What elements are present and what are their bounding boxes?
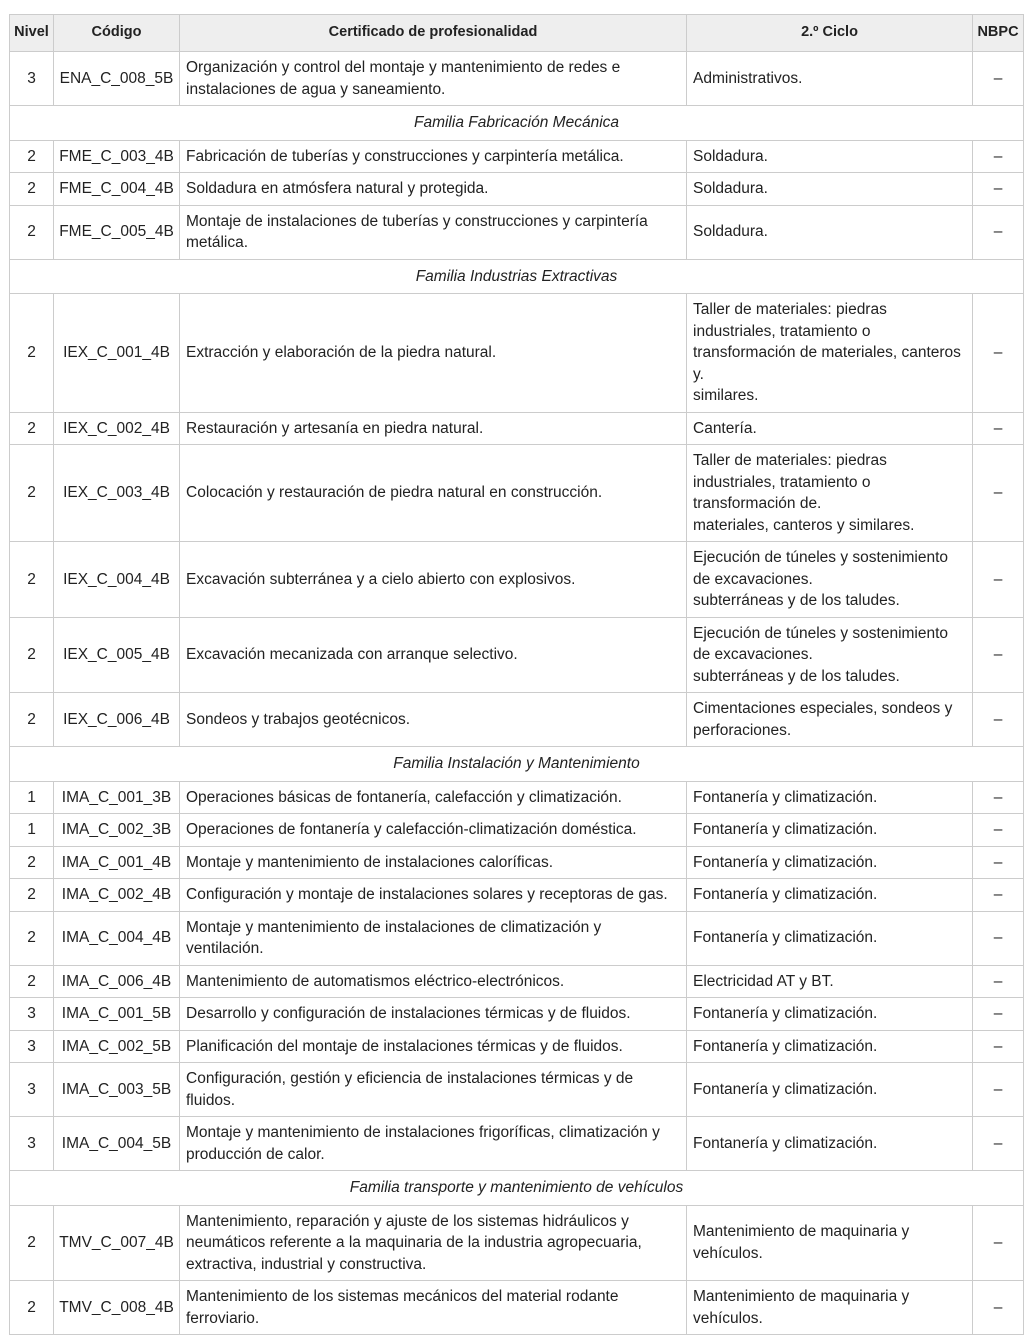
ciclo-cell — [687, 879, 973, 912]
codigo-cell: IEX_C_003_4B — [54, 445, 180, 542]
certificado-cell: Mantenimiento, reparación y ajuste de los sistemas hidráulicos y neumáticos referente a la maquinaria de la industria agropecuaria, extractiva, industrial y constructiva. — [180, 1205, 687, 1281]
table-row — [10, 911, 1024, 965]
header-nbpc: NBPC — [973, 15, 1024, 52]
codigo-cell: IMA_C_002_5B — [54, 1030, 180, 1063]
nbpc-cell: – — [973, 1205, 1024, 1281]
codigo-cell: IEX_C_005_4B — [54, 617, 180, 693]
certificado-cell: Montaje y mantenimiento de instalaciones de climatización y ventilación. — [180, 911, 687, 965]
table-row — [10, 542, 1024, 618]
nivel-cell: 2 — [10, 445, 54, 542]
ciclo-line: Fontanería y climatización. — [693, 1080, 878, 1098]
nivel-cell: 2 — [10, 911, 54, 965]
codigo-cell: IEX_C_004_4B — [54, 542, 180, 618]
ciclo-cell — [687, 998, 973, 1031]
ciclo-cell — [687, 445, 973, 542]
codigo-cell: IMA_C_001_3B — [54, 781, 180, 814]
ciclo-line: Fontanería y climatización. — [693, 1134, 878, 1152]
ciclo-cell — [687, 1117, 973, 1171]
family-group-row — [10, 259, 1024, 294]
table-row — [10, 814, 1024, 847]
header-row — [10, 15, 1024, 52]
certificado-cell: Configuración, gestión y eficiencia de instalaciones térmicas y de fluidos. — [180, 1063, 687, 1117]
ciclo-line: Soldadura. — [693, 180, 768, 197]
table-row — [10, 693, 1024, 747]
nbpc-cell: – — [973, 205, 1024, 259]
ciclo-line: Ejecución de túneles y sostenimiento de excavaciones. — [693, 624, 949, 663]
family-label: Familia Instalación y Mantenimiento — [10, 747, 1024, 782]
ciclo-line: materiales, canteros y similares. — [693, 516, 915, 534]
certificado-cell: Desarrollo y configuración de instalaciones térmicas y de fluidos. — [180, 998, 687, 1031]
codigo-cell: IMA_C_001_5B — [54, 998, 180, 1031]
ciclo-line: similares. — [693, 387, 759, 404]
nbpc-cell: – — [973, 814, 1024, 847]
ciclo-line: Mantenimiento de maquinaria y vehículos. — [693, 1223, 910, 1262]
certificado-cell: Extracción y elaboración de la piedra natural. — [180, 294, 687, 413]
certificado-cell: Fabricación de tuberías y construcciones y carpintería metálica. — [180, 140, 687, 173]
header-nivel: Nivel — [10, 15, 54, 52]
nbpc-cell: – — [973, 412, 1024, 445]
table-row — [10, 294, 1024, 413]
nivel-cell: 3 — [10, 52, 54, 106]
codigo-cell: IEX_C_001_4B — [54, 294, 180, 413]
nbpc-cell: – — [973, 781, 1024, 814]
family-group-row — [10, 106, 1024, 141]
table-row — [10, 998, 1024, 1031]
certificado-cell: Restauración y artesanía en piedra natural. — [180, 412, 687, 445]
header-certificado: Certificado de profesionalidad — [180, 15, 687, 52]
codigo-cell: IEX_C_002_4B — [54, 412, 180, 445]
certificado-cell: Organización y control del montaje y mantenimiento de redes e instalaciones de agua y saneamiento. — [180, 52, 687, 106]
ciclo-line: subterráneas y de los taludes. — [693, 667, 900, 685]
ciclo-line: Fontanería y climatización. — [693, 929, 878, 947]
ciclo-line: Fontanería y climatización. — [693, 886, 878, 903]
ciclo-cell — [687, 52, 973, 106]
ciclo-line: Soldadura. — [693, 223, 768, 241]
ciclo-line: subterráneas y de los taludes. — [693, 592, 900, 609]
certificado-cell: Excavación subterránea y a cielo abierto con explosivos. — [180, 542, 687, 618]
header-ciclo: 2.º Ciclo — [687, 15, 973, 52]
certificado-cell: Planificación del montaje de instalaciones térmicas y de fluidos. — [180, 1030, 687, 1063]
nivel-cell: 1 — [10, 814, 54, 847]
nbpc-cell: – — [973, 1030, 1024, 1063]
certificates-table — [9, 14, 1024, 1335]
nivel-cell: 2 — [10, 617, 54, 693]
codigo-cell: ENA_C_008_5B — [54, 52, 180, 106]
table-row — [10, 445, 1024, 542]
nbpc-cell: – — [973, 140, 1024, 173]
codigo-cell: FME_C_004_4B — [54, 173, 180, 206]
ciclo-line: Taller de materiales: piedras industriales, tratamiento o transformación de materiales, canteros y. — [693, 301, 961, 383]
family-group-row — [10, 1171, 1024, 1206]
nivel-cell: 2 — [10, 205, 54, 259]
nivel-cell: 3 — [10, 1063, 54, 1117]
table-row — [10, 140, 1024, 173]
codigo-cell: IEX_C_006_4B — [54, 693, 180, 747]
ciclo-cell — [687, 911, 973, 965]
nbpc-cell: – — [973, 617, 1024, 693]
nbpc-cell: – — [973, 1281, 1024, 1335]
ciclo-cell — [687, 205, 973, 259]
nbpc-cell: – — [973, 445, 1024, 542]
nivel-cell: 3 — [10, 1030, 54, 1063]
nivel-cell: 2 — [10, 1281, 54, 1335]
header-codigo: Código — [54, 15, 180, 52]
ciclo-line: Fontanería y climatización. — [693, 788, 878, 806]
certificado-cell: Operaciones básicas de fontanería, calefacción y climatización. — [180, 781, 687, 814]
ciclo-line: Soldadura. — [693, 147, 768, 165]
family-label: Familia Fabricación Mecánica — [10, 106, 1024, 141]
ciclo-line: Fontanería y climatización. — [693, 1037, 878, 1055]
codigo-cell: IMA_C_002_4B — [54, 879, 180, 912]
ciclo-cell — [687, 1063, 973, 1117]
table-row — [10, 965, 1024, 998]
certificado-cell: Configuración y montaje de instalaciones solares y receptoras de gas. — [180, 879, 687, 912]
nbpc-cell: – — [973, 52, 1024, 106]
ciclo-cell — [687, 814, 973, 847]
nivel-cell: 2 — [10, 846, 54, 879]
certificado-cell: Excavación mecanizada con arranque selectivo. — [180, 617, 687, 693]
family-label: Familia transporte y mantenimiento de vehículos — [10, 1171, 1024, 1206]
family-group-row — [10, 747, 1024, 782]
nivel-cell: 3 — [10, 1117, 54, 1171]
ciclo-cell — [687, 1205, 973, 1281]
table-row — [10, 879, 1024, 912]
codigo-cell: IMA_C_006_4B — [54, 965, 180, 998]
ciclo-cell — [687, 781, 973, 814]
certificado-cell: Mantenimiento de automatismos eléctrico-electrónicos. — [180, 965, 687, 998]
table-body — [10, 52, 1024, 1335]
nbpc-cell: – — [973, 998, 1024, 1031]
table-row — [10, 1281, 1024, 1335]
certificado-cell: Operaciones de fontanería y calefacción-climatización doméstica. — [180, 814, 687, 847]
table-row — [10, 617, 1024, 693]
nivel-cell: 1 — [10, 781, 54, 814]
codigo-cell: IMA_C_003_5B — [54, 1063, 180, 1117]
ciclo-cell — [687, 140, 973, 173]
ciclo-cell — [687, 1030, 973, 1063]
ciclo-cell — [687, 693, 973, 747]
ciclo-cell — [687, 542, 973, 618]
nbpc-cell: – — [973, 294, 1024, 413]
table-row — [10, 412, 1024, 445]
nivel-cell: 2 — [10, 412, 54, 445]
ciclo-line: Mantenimiento de maquinaria y vehículos. — [693, 1288, 910, 1327]
table-row — [10, 846, 1024, 879]
family-label: Familia Industrias Extractivas — [10, 259, 1024, 294]
ciclo-line: Electricidad AT y BT. — [693, 972, 834, 990]
nbpc-cell: – — [973, 965, 1024, 998]
table-row — [10, 52, 1024, 106]
ciclo-line: Ejecución de túneles y sostenimiento de excavaciones. — [693, 549, 949, 588]
nbpc-cell: – — [973, 1063, 1024, 1117]
codigo-cell: IMA_C_001_4B — [54, 846, 180, 879]
nivel-cell: 2 — [10, 173, 54, 206]
nivel-cell: 2 — [10, 1205, 54, 1281]
ciclo-line: Taller de materiales: piedras industriales, tratamiento o transformación de. — [693, 452, 887, 512]
table-header — [10, 15, 1024, 52]
certificado-cell: Montaje y mantenimiento de instalaciones caloríficas. — [180, 846, 687, 879]
table-row — [10, 781, 1024, 814]
nbpc-cell: – — [973, 173, 1024, 206]
ciclo-cell — [687, 173, 973, 206]
nbpc-cell: – — [973, 693, 1024, 747]
codigo-cell: FME_C_003_4B — [54, 140, 180, 173]
nivel-cell: 2 — [10, 965, 54, 998]
codigo-cell: IMA_C_004_5B — [54, 1117, 180, 1171]
ciclo-cell — [687, 412, 973, 445]
certificado-cell: Mantenimiento de los sistemas mecánicos del material rodante ferroviario. — [180, 1281, 687, 1335]
codigo-cell: IMA_C_002_3B — [54, 814, 180, 847]
certificado-cell: Colocación y restauración de piedra natural en construcción. — [180, 445, 687, 542]
nbpc-cell: – — [973, 1117, 1024, 1171]
nivel-cell: 2 — [10, 879, 54, 912]
nbpc-cell: – — [973, 911, 1024, 965]
ciclo-line: Fontanería y climatización. — [693, 821, 878, 838]
certificado-cell: Montaje de instalaciones de tuberías y construcciones y carpintería metálica. — [180, 205, 687, 259]
nivel-cell: 2 — [10, 542, 54, 618]
certificado-cell: Sondeos y trabajos geotécnicos. — [180, 693, 687, 747]
ciclo-line: Cimentaciones especiales, sondeos y perforaciones. — [693, 700, 953, 739]
table-row — [10, 1063, 1024, 1117]
nbpc-cell: – — [973, 846, 1024, 879]
codigo-cell: IMA_C_004_4B — [54, 911, 180, 965]
table-row — [10, 1117, 1024, 1171]
ciclo-line: Cantería. — [693, 419, 757, 437]
table-row — [10, 173, 1024, 206]
nivel-cell: 2 — [10, 294, 54, 413]
nivel-cell: 3 — [10, 998, 54, 1031]
certificates-table-container — [9, 14, 1024, 1335]
nivel-cell: 2 — [10, 140, 54, 173]
ciclo-cell — [687, 617, 973, 693]
ciclo-cell — [687, 294, 973, 413]
certificado-cell: Montaje y mantenimiento de instalaciones frigoríficas, climatización y producción de calor. — [180, 1117, 687, 1171]
nbpc-cell: – — [973, 542, 1024, 618]
ciclo-line: Fontanería y climatización. — [693, 853, 878, 871]
nivel-cell: 2 — [10, 693, 54, 747]
table-row — [10, 205, 1024, 259]
codigo-cell: TMV_C_008_4B — [54, 1281, 180, 1335]
ciclo-cell — [687, 965, 973, 998]
table-row — [10, 1030, 1024, 1063]
nbpc-cell: – — [973, 879, 1024, 912]
codigo-cell: TMV_C_007_4B — [54, 1205, 180, 1281]
ciclo-cell — [687, 846, 973, 879]
certificado-cell: Soldadura en atmósfera natural y protegida. — [180, 173, 687, 206]
table-row — [10, 1205, 1024, 1281]
ciclo-cell — [687, 1281, 973, 1335]
ciclo-line: Fontanería y climatización. — [693, 1005, 878, 1022]
ciclo-line: Administrativos. — [693, 69, 803, 87]
codigo-cell: FME_C_005_4B — [54, 205, 180, 259]
